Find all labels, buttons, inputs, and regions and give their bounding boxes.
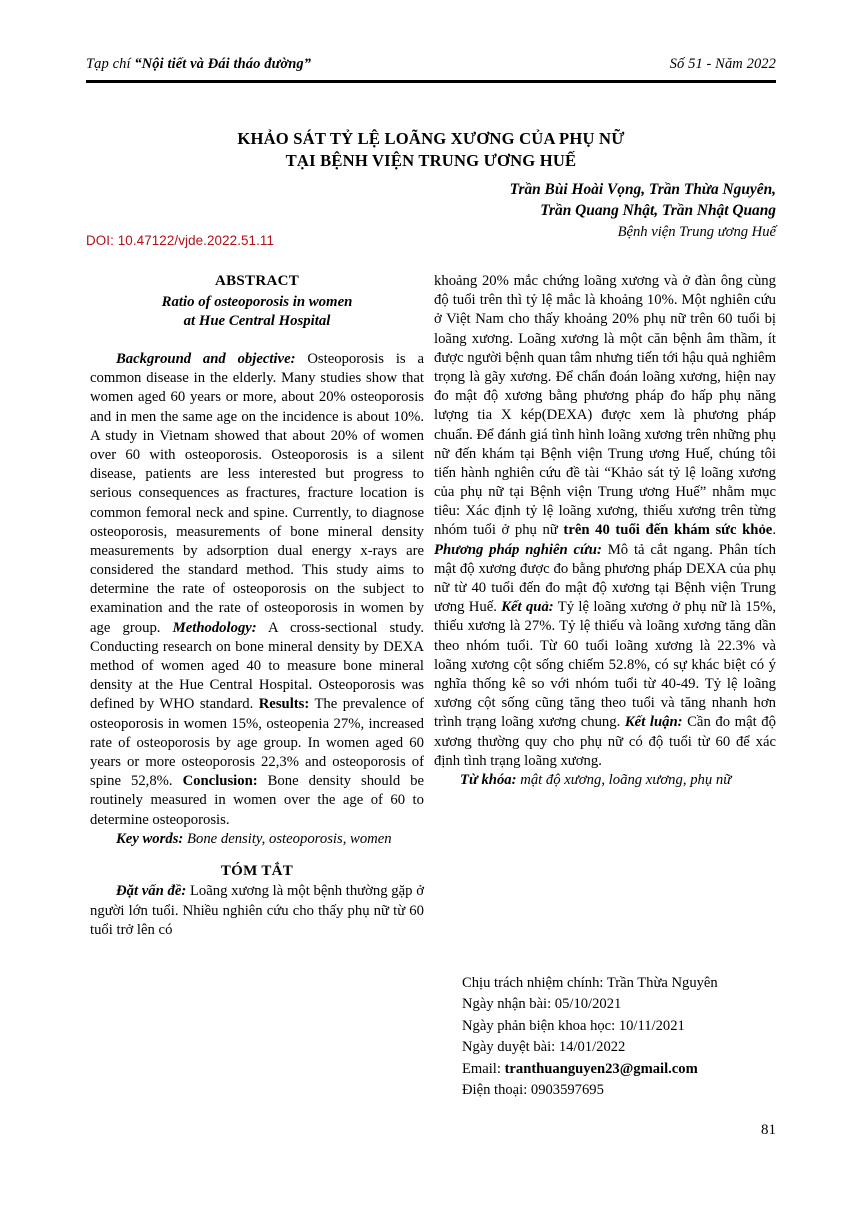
tomtat-paragraph xyxy=(90,882,424,940)
page-number: 81 xyxy=(761,1122,776,1138)
tomtat-ketluan-text: Cần đo mật độ xương thường quy cho phụ nữ có độ tuổi từ 60 để xác định tình trạng loãng xương. xyxy=(434,714,776,769)
running-header-journal xyxy=(86,56,311,73)
tomtat-datvande-text-cont: khoảng 20% mắc chứng loãng xương và ở đàn ông cùng độ tuổi trên thì tỷ lệ mắc là khoảng 10%. Một nghiên cứu ở Việt Nam cho thấy khoảng 20% phụ nữ trên 60 tuổi bị loãng xương. Loãng xương là một căn bệnh âm thầm, ít được người bệnh quan tâm nhưng tiến tới hậu quả nghiêm trọng là gãy xương. Để chẩn đoán loãng xương, hiện nay đo mật độ xương bằng phương pháp đo hấp phụ năng lượng tia X kép(DEXA) được xem là phương pháp chuẩn. Để đánh giá tình hình loãng xương trên những phụ nữ đến khám tại Bệnh viện Trung ương Huế, chúng tôi tiến hành nghiên cứu đề tài “Khảo sát tỷ lệ loãng xương của phụ nữ tại Bệnh viện Trung ương Huế” nhằm mục tiêu: Xác định tỷ lệ loãng xương, thiếu xương trên từng nhóm tuổi ở phụ nữ xyxy=(434,273,776,539)
tomtat-phuongphap-text: Mô tả cắt ngang. Phân tích mật độ xương được đo bằng phương pháp DEXA của phụ nữ từ 40 tuổi đến đo mật độ xương tại Bệnh viện Trung ương Huế. xyxy=(434,541,776,616)
spacer xyxy=(90,331,424,350)
abstract-results-label: Results: xyxy=(258,696,310,713)
contact-reviewed: Ngày phản biện khoa học: 10/11/2021 xyxy=(462,1017,685,1034)
contact-email xyxy=(462,1059,782,1080)
abstract-methodology-text: A cross-sectional study. Conducting research on bone mineral density by DEXA method of women aged 40 to measure bone mineral density at the Hue Central Hospital. Osteoporosis was defined by WHO standard. xyxy=(90,619,424,713)
tomtat-tukhoa-value: mật độ xương, loãng xương, phụ nữ xyxy=(516,771,732,788)
abstract-paragraph xyxy=(90,350,424,830)
contact-responsible: Chịu trách nhiệm chính: Trần Thừa Nguyên xyxy=(462,975,718,991)
running-header xyxy=(86,56,776,73)
tomtat-tukhoa-label: Từ khóa: xyxy=(460,771,517,788)
tomtat-ketluan-label: Kết luận: xyxy=(624,714,683,731)
abstract-results-text: The prevalence of osteoporosis in women 15%, osteopenia 27%, increased rate of osteoporosis by age group. In women aged 60 years or more osteoporosis 22,3% and osteoporosis of spine 52,8%. xyxy=(90,696,424,790)
contact-email-label: Email: xyxy=(462,1060,505,1077)
abstract-keywords-label: Key words: xyxy=(116,830,184,847)
header-divider xyxy=(86,80,776,83)
contact-block xyxy=(462,973,782,1101)
author-affiliation: Bệnh viện Trung ương Huế xyxy=(617,224,776,241)
abstract-methodology-label: Methodology: xyxy=(172,619,257,636)
contact-phone: Điện thoại: 0903597695 xyxy=(462,1081,604,1098)
author-line-1: Trần Bùi Hoài Vọng, Trần Thừa Nguyên, xyxy=(509,180,776,198)
tomtat-ketqua-label: Kết quả: xyxy=(501,599,554,616)
tomtat-heading: TÓM TẮT xyxy=(220,862,294,879)
contact-email-value[interactable]: tranthuanguyen23@gmail.com xyxy=(504,1060,698,1077)
doi-text[interactable]: DOI: 10.47122/vjde.2022.51.11 xyxy=(86,233,275,248)
page-title xyxy=(86,128,776,172)
abstract-background-text: Osteoporosis is a common disease in the elderly. Many studies show that women aged 60 years or more, about 20% osteoporosis and in men the same age on the incidence is about 10%. A study in Vietnam showed that about 20% of women over 60 with osteoporosis. Osteoporosis is a silent disease, patients are less interested but progress to serious consequences as fractures, fracture location is common femoral neck and spine. Currently, to diagnose osteoporosis, measurements of bone mineral density measurements by adsorption dual energy x-rays are considered the standard method. This study aims to determine the rate of osteoporosis on the subject to examination and the rate of osteoporosis in women by age group. xyxy=(90,351,424,636)
contact-accepted: Ngày duyệt bài: 14/01/2022 xyxy=(462,1039,626,1056)
abstract-keywords-value: Bone density, osteoporosis, women xyxy=(183,830,392,847)
tomtat-continuation-paragraph xyxy=(434,272,776,771)
title-block xyxy=(86,128,776,242)
tomtat-phuongphap-label: Phương pháp nghiên cứu: xyxy=(434,541,602,558)
tomtat-datvande-tail-dot: . xyxy=(772,522,776,539)
journal-name: “Nội tiết và Đái tháo đường” xyxy=(134,56,312,72)
title-line-2: TẠI BỆNH VIỆN TRUNG ƯƠNG HUẾ xyxy=(285,150,577,170)
journal-prefix: Tạp chí xyxy=(86,56,135,72)
author-line-2: Trần Quang Nhật, Trần Nhật Quang xyxy=(540,202,776,220)
abstract-subtitle-line-1: Ratio of osteoporosis in women xyxy=(161,293,353,310)
contact-received: Ngày nhận bài: 05/10/2021 xyxy=(462,996,622,1013)
abstract-keywords xyxy=(90,830,424,849)
abstract-conclusion-text: Bone density should be routinely measured in women over the age of 60 to determine osteoporosis. xyxy=(90,773,424,828)
tomtat-datvande-bold-tail: trên 40 tuổi đến khám sức khỏe xyxy=(563,522,773,539)
right-column xyxy=(434,272,776,790)
abstract-background-label: Background and objective: xyxy=(116,351,296,368)
spacer xyxy=(90,849,424,862)
abstract-conclusion-label: Conclusion: xyxy=(182,773,258,790)
tomtat-ketqua-text: Tỷ lệ loãng xương ở phụ nữ là 15%, thiếu xương là 27%. Tỷ lệ thiếu và loãng xương tăng dần theo nhóm tuổi. Từ 60 tuổi loãng xương là 22.3% và loãng xương cột sống chiếm 52.8%, có sự khác biệt có ý nghĩa thống kê so với nhóm tuổi từ 40-49. Tỷ lệ loãng xương cột sống cũng tăng theo tuổi và tăng nhanh hơn trình trạng loãng xương chung. xyxy=(434,599,776,731)
tomtat-datvande-text: Loãng xương là một bệnh thường gặp ở người lớn tuổi. Nhiều nghiên cứu cho thấy phụ nữ từ 60 tuổi trở lên có xyxy=(90,883,424,938)
abstract-subtitle-line-2: at Hue Central Hospital xyxy=(183,312,331,329)
left-column xyxy=(90,272,424,940)
tomtat-datvande-label: Đặt vấn đề: xyxy=(116,883,187,900)
tomtat-tukhoa xyxy=(434,771,776,790)
running-header-issue: Số 51 - Năm 2022 xyxy=(669,56,776,72)
abstract-heading: ABSTRACT xyxy=(214,273,300,289)
title-line-1: KHẢO SÁT TỶ LỆ LOÃNG XƯƠNG CỦA PHỤ NỮ xyxy=(237,129,625,148)
